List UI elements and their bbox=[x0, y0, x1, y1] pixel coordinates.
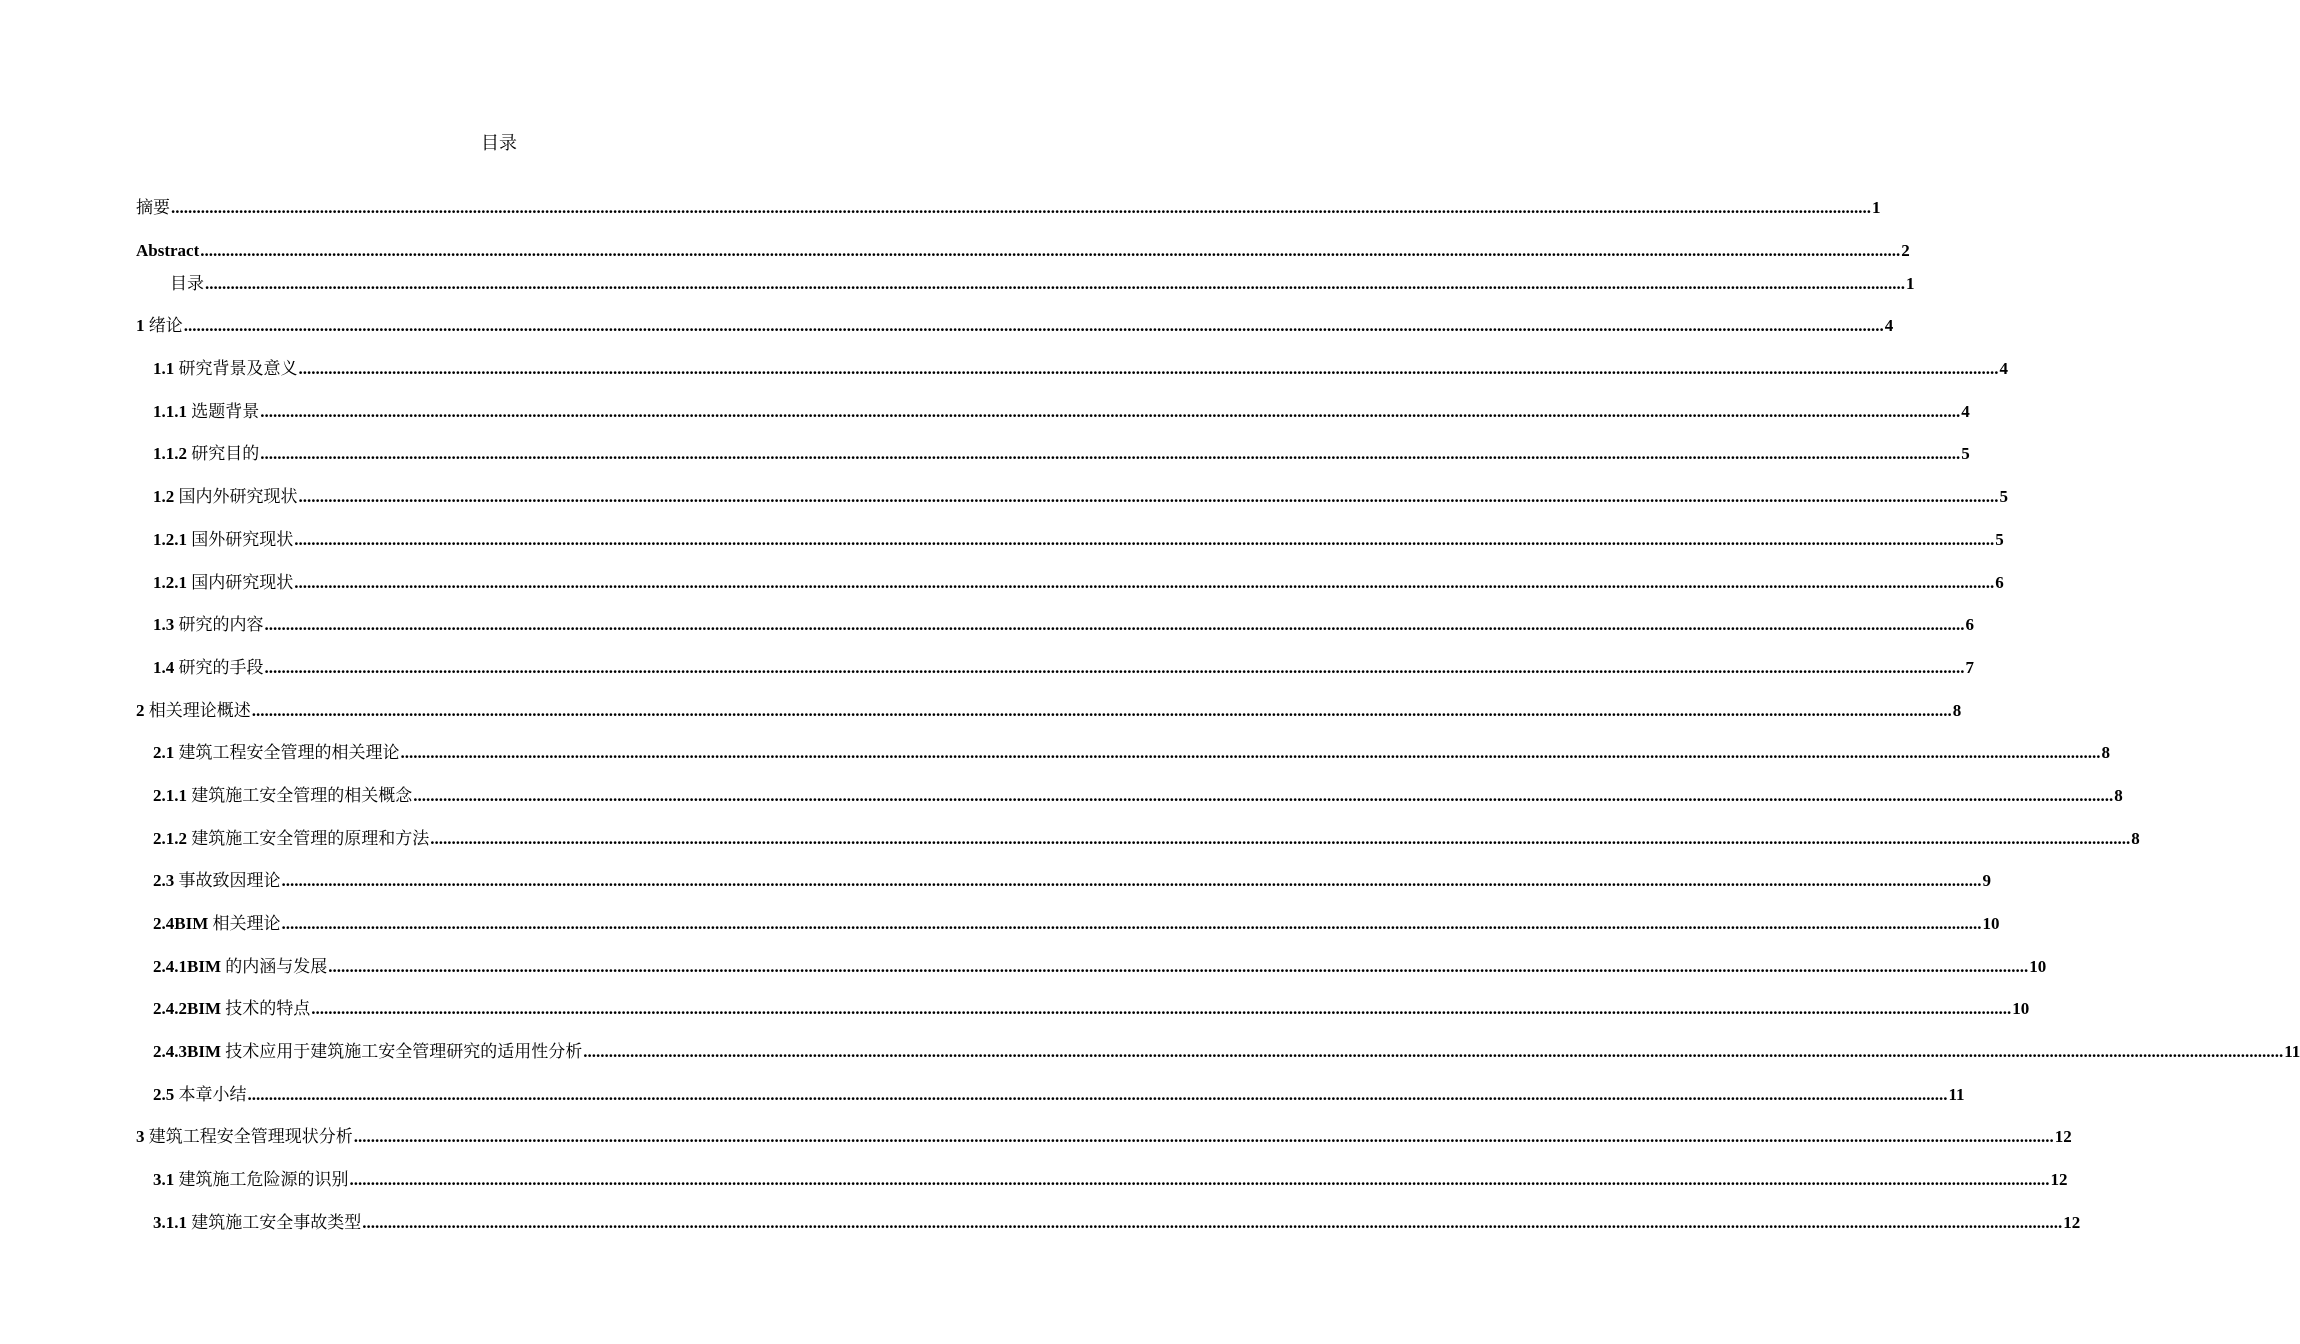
toc-entry-title: 本章小结 bbox=[174, 1084, 247, 1104]
toc-entry[interactable] bbox=[136, 723, 2110, 766]
toc-entry-number: 2 bbox=[136, 700, 145, 720]
toc-entry-number: 1.2.1 bbox=[153, 572, 187, 592]
toc-page-number: 4 bbox=[1999, 359, 2008, 379]
toc-entry-number: 2.1.1 bbox=[153, 785, 187, 805]
toc-page-number: 6 bbox=[1995, 572, 2004, 592]
toc-entry-number: 1 bbox=[136, 316, 145, 336]
toc-page-number: 10 bbox=[2029, 956, 2047, 976]
toc-entry[interactable] bbox=[136, 1064, 1965, 1107]
toc-page-number: 11 bbox=[2284, 1042, 2300, 1062]
toc-page-number: 12 bbox=[2054, 1127, 2072, 1147]
toc-leader-dots: ................................................................................................................................................................................................................................................................................................................................................................................................................ bbox=[251, 700, 1952, 720]
toc-entry[interactable] bbox=[136, 381, 1970, 424]
toc-leader-dots: ................................................................................................................................................................................................................................................................................................................................................................................................................ bbox=[298, 359, 1999, 379]
toc-entry[interactable] bbox=[136, 680, 1962, 723]
toc-entry[interactable] bbox=[136, 1149, 2068, 1192]
toc-entry-title: 研究背景及意义 bbox=[174, 359, 298, 379]
toc-page-number: 4 bbox=[1961, 401, 1970, 421]
toc-page-number: 11 bbox=[1948, 1084, 1965, 1104]
toc-entry-number: 1.4 bbox=[153, 657, 175, 677]
toc-leader-dots: ................................................................................................................................................................................................................................................................................................................................................................................................................ bbox=[264, 615, 1965, 635]
toc-leader-dots: ................................................................................................................................................................................................................................................................................................................................................................................................................ bbox=[583, 1042, 2284, 1062]
toc-entry-number: 2.4.3BIM bbox=[153, 1042, 221, 1062]
toc-page-number: 1 bbox=[1872, 198, 1881, 217]
toc-leader-dots: ................................................................................................................................................................................................................................................................................................................................................................................................................ bbox=[205, 273, 1905, 293]
toc-leader-dots: ................................................................................................................................................................................................................................................................................................................................................................................................................ bbox=[200, 240, 1901, 260]
toc-page-number: 1 bbox=[1906, 273, 1915, 293]
toc-leader-dots: ................................................................................................................................................................................................................................................................................................................................................................................................................ bbox=[264, 657, 1965, 677]
toc-leader-dots: ................................................................................................................................................................................................................................................................................................................................................................................................................ bbox=[247, 1084, 1948, 1104]
toc-entry-title: 国内研究现状 bbox=[187, 572, 294, 592]
toc-entry[interactable] bbox=[136, 1107, 2072, 1150]
toc-entry-title: 相关理论 bbox=[208, 914, 281, 933]
toc-entry-title: 技术应用于建筑施工安全管理研究的适用性分析 bbox=[221, 1042, 583, 1062]
toc-entry[interactable] bbox=[136, 552, 2004, 595]
table-of-contents bbox=[136, 196, 2300, 1235]
toc-entry[interactable] bbox=[136, 196, 1881, 220]
toc-entry[interactable] bbox=[136, 808, 2140, 851]
toc-entry-title: 相关理论概述 bbox=[144, 700, 251, 720]
toc-page-number: 5 bbox=[1995, 529, 2004, 549]
toc-leader-dots: ................................................................................................................................................................................................................................................................................................................................................................................................................ bbox=[311, 999, 2012, 1019]
toc-entry[interactable] bbox=[136, 296, 1894, 339]
toc-page-number: 2 bbox=[1901, 240, 1910, 260]
toc-entry-number: Abstract bbox=[136, 240, 200, 260]
toc-page-number: 6 bbox=[1965, 615, 1974, 635]
toc-entry[interactable] bbox=[136, 220, 1910, 263]
toc-leader-dots: ................................................................................................................................................................................................................................................................................................................................................................................................................ bbox=[281, 871, 1982, 891]
toc-leader-dots: ................................................................................................................................................................................................................................................................................................................................................................................................................ bbox=[430, 828, 2131, 848]
toc-page-number: 9 bbox=[1982, 871, 1991, 891]
toc-leader-dots: ................................................................................................................................................................................................................................................................................................................................................................................................................ bbox=[413, 785, 2114, 805]
toc-leader-dots: ................................................................................................................................................................................................................................................................................................................................................................................................................ bbox=[183, 316, 1884, 336]
toc-leader-dots: ................................................................................................................................................................................................................................................................................................................................................................................................................ bbox=[281, 914, 1982, 933]
toc-page-number: 8 bbox=[1952, 700, 1962, 720]
toc-leader-dots: ................................................................................................................................................................................................................................................................................................................................................................................................................ bbox=[171, 198, 1871, 217]
toc-entry[interactable] bbox=[136, 851, 1991, 894]
toc-entry-title: 建筑施工安全事故类型 bbox=[187, 1212, 362, 1232]
toc-entry-title: 绪论 bbox=[144, 316, 183, 336]
toc-entry-title: 建筑施工安全管理的相关概念 bbox=[187, 785, 413, 805]
toc-entry-title: 选题背景 bbox=[187, 401, 260, 421]
toc-page-number: 8 bbox=[2114, 785, 2123, 805]
toc-entry-number: 2.5 bbox=[153, 1084, 175, 1104]
toc-page-number: 8 bbox=[2131, 828, 2140, 848]
toc-entry-title: 建筑工程安全管理的相关理论 bbox=[174, 743, 400, 763]
toc-entry[interactable] bbox=[136, 1021, 2300, 1064]
toc-entry[interactable] bbox=[136, 509, 2004, 552]
toc-entry-title: 建筑施工危险源的识别 bbox=[174, 1170, 349, 1190]
toc-leader-dots: ................................................................................................................................................................................................................................................................................................................................................................................................................ bbox=[328, 956, 2029, 976]
toc-entry-title: 国外研究现状 bbox=[187, 529, 294, 549]
toc-entry-number: 2.4BIM bbox=[153, 914, 209, 933]
toc-entry-number: 1.3 bbox=[153, 615, 175, 635]
toc-entry-title: 国内外研究现状 bbox=[174, 487, 298, 507]
toc-entry-title: 技术的特点 bbox=[221, 999, 311, 1019]
toc-entry-number: 3.1 bbox=[153, 1170, 175, 1190]
toc-entry-number: 3.1.1 bbox=[153, 1212, 187, 1232]
toc-entry-number: 2.4.2BIM bbox=[153, 999, 221, 1019]
toc-entry-number: 3 bbox=[136, 1127, 145, 1147]
toc-entry[interactable] bbox=[136, 338, 2008, 381]
toc-entry-title: 事故致因理论 bbox=[174, 871, 281, 891]
toc-entry[interactable] bbox=[136, 263, 1915, 296]
toc-entry-title: 研究目的 bbox=[187, 444, 260, 464]
toc-entry-title: 建筑施工安全管理的原理和方法 bbox=[187, 828, 430, 848]
toc-page-number: 7 bbox=[1965, 657, 1974, 677]
toc-entry-title: 研究的手段 bbox=[174, 657, 264, 677]
toc-entry[interactable] bbox=[136, 936, 2047, 979]
toc-entry-number: 1.1.2 bbox=[153, 444, 187, 464]
toc-entry-number: 2.3 bbox=[153, 871, 175, 891]
toc-entry[interactable] bbox=[136, 893, 2000, 936]
toc-leader-dots: ................................................................................................................................................................................................................................................................................................................................................................................................................ bbox=[349, 1170, 2050, 1190]
toc-page-number: 10 bbox=[2012, 999, 2030, 1019]
toc-page-number: 8 bbox=[2101, 743, 2110, 763]
toc-entry[interactable] bbox=[136, 765, 2123, 808]
toc-entry-title: 目录 bbox=[170, 273, 204, 293]
toc-leader-dots: ................................................................................................................................................................................................................................................................................................................................................................................................................ bbox=[260, 444, 1961, 464]
toc-entry-title: 的内涵与发展 bbox=[221, 956, 328, 976]
toc-entry-number: 1.2 bbox=[153, 487, 175, 507]
toc-leader-dots: ................................................................................................................................................................................................................................................................................................................................................................................................................ bbox=[294, 529, 1995, 549]
toc-entry-number: 2.4.1BIM bbox=[153, 956, 221, 976]
toc-leader-dots: ................................................................................................................................................................................................................................................................................................................................................................................................................ bbox=[294, 572, 1995, 592]
toc-entry[interactable] bbox=[136, 1192, 2081, 1235]
toc-entry[interactable] bbox=[136, 466, 2008, 509]
toc-entry-number: 1.1.1 bbox=[153, 401, 187, 421]
toc-entry-number: 1.2.1 bbox=[153, 529, 187, 549]
toc-page-number: 10 bbox=[1982, 914, 2000, 933]
toc-entry[interactable] bbox=[136, 424, 1970, 467]
toc-entry-title: 研究的内容 bbox=[174, 615, 264, 635]
toc-entry-title: 建筑工程安全管理现状分析 bbox=[144, 1127, 353, 1147]
toc-entry-number: 1.1 bbox=[153, 359, 175, 379]
toc-leader-dots: ................................................................................................................................................................................................................................................................................................................................................................................................................ bbox=[298, 487, 1999, 507]
toc-page-number: 12 bbox=[2050, 1170, 2068, 1190]
toc-entry-title: 摘要 bbox=[136, 198, 170, 217]
toc-entry-number: 2.1.2 bbox=[153, 828, 187, 848]
toc-leader-dots: ................................................................................................................................................................................................................................................................................................................................................................................................................ bbox=[362, 1212, 2063, 1232]
toc-title: 目录 bbox=[481, 133, 517, 153]
toc-entry-number: 2.1 bbox=[153, 743, 175, 763]
toc-leader-dots: ................................................................................................................................................................................................................................................................................................................................................................................................................ bbox=[260, 401, 1961, 421]
toc-page-number: 5 bbox=[1961, 444, 1970, 464]
toc-page-number: 4 bbox=[1884, 316, 1894, 336]
toc-leader-dots: ................................................................................................................................................................................................................................................................................................................................................................................................................ bbox=[400, 743, 2101, 763]
toc-page-number: 12 bbox=[2063, 1212, 2081, 1232]
toc-entry[interactable] bbox=[136, 595, 1974, 638]
toc-leader-dots: ................................................................................................................................................................................................................................................................................................................................................................................................................ bbox=[353, 1127, 2054, 1147]
toc-page-number: 5 bbox=[1999, 487, 2008, 507]
toc-entry[interactable] bbox=[136, 637, 1974, 680]
toc-entry[interactable] bbox=[136, 979, 2030, 1022]
